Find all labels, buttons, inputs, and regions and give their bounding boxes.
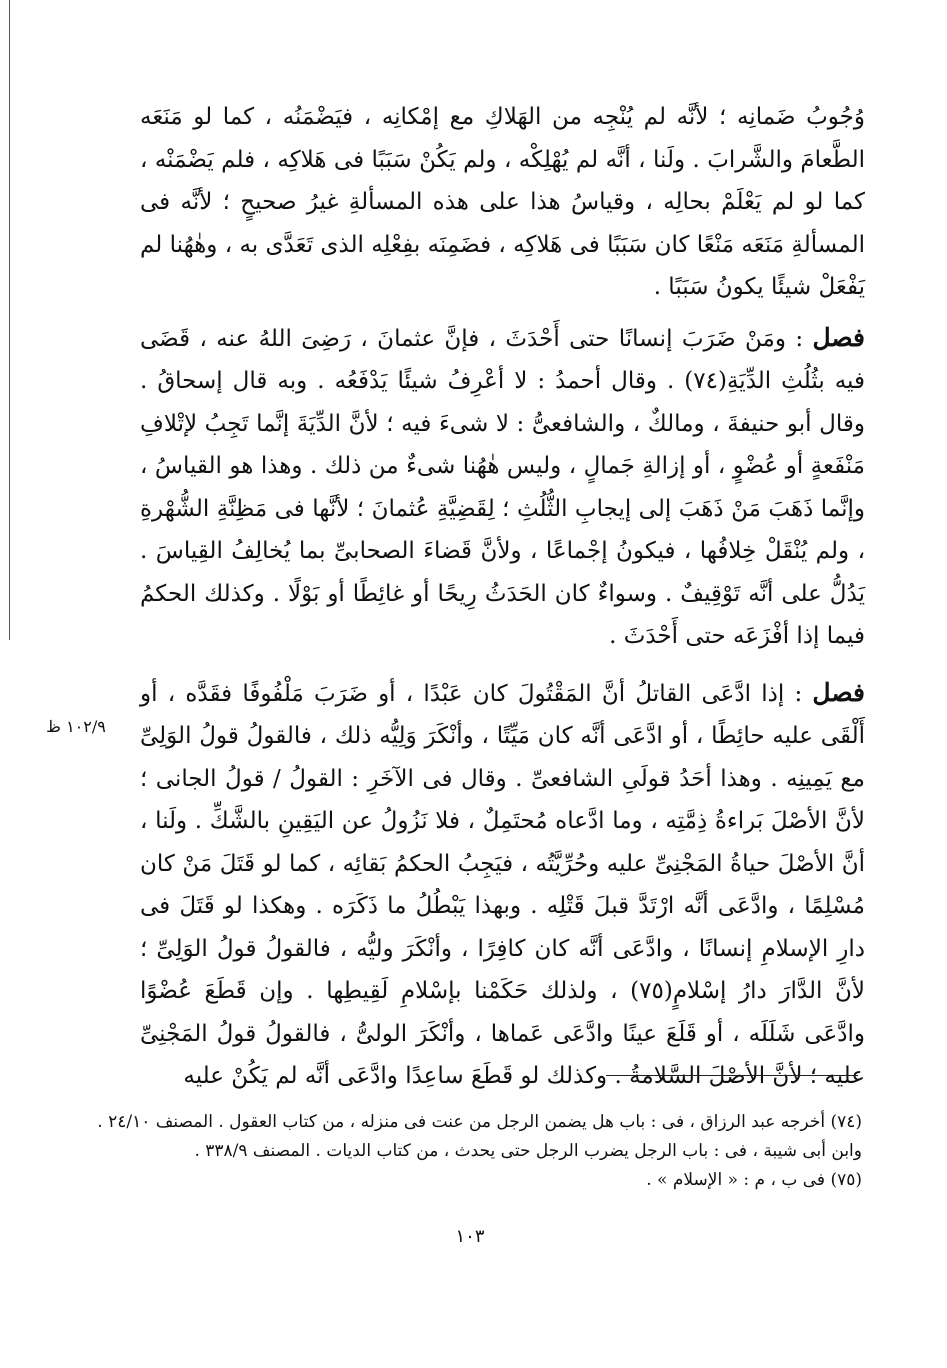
paragraph-3-text: : إذا ادَّعَى القاتلُ أنَّ المَقْتُولَ كان عَبْدًا ، أو ضَرَبَ مَلْفُوفًا فقَدَّه ، أو أَلْقَى عليه حائِطًا ، أو ادَّعَى أنَّه كان مَيِّتًا ، وأنْكَرَ وَلِيُّه ذلك ، فالقولُ قولُ الوَلِىِّ مع يَمِينِه . وهذا أحَدُ قولَىِ الشافعىِّ . وقال فى الآخَرِ : القولُ / قولُ الجانى ؛ لأنَّ الأصْلَ بَراءةُ ذِمَّتِه ، وما ادَّعاه مُحتَمِلٌ ، فلا نَزُولُ عن اليَقِينِ بالشَّكِّ . ولَنا ، أنَّ الأصْلَ حياةُ المَجْنِىِّ عليه وحُرِّيَّتُه ، فيَجِبُ الحكمُ بَقائِه ، كما لو قَتَلَ مَنْ كان مُسْلِمًا ، وادَّعَى أنَّه ارْتَدَّ قبلَ قَتْلِه . وبهذا يَبْطُلُ ما ذَكَرَه . وهكذا لو قَتَلَ فى دارِ الإسلامِ إنسانًا ، وادَّعَى أنَّه كان كافِرًا ، وأنْكَرَ وليُّه ، فالقولُ قولُ الوَلِىِّ ؛ لأنَّ الدَّارَ دارُ إسْلامٍ(٧٥) ، ولذلك حَكَمْنا بإسْلامِ لَقِيطِها . وإن قَطَعَ عُضْوًا وادَّعَى شَلَلَه ، أو قَلَعَ عينًا وادَّعَى عَماها ، وأنْكَرَ الولىُّ ، فالقولُ قولُ المَجْنِىِّ عليه ؛ لأنَّ الأصْلَ السَّلامةُ . وكذلك لو قَطَعَ ساعِدًا وادَّعَى أنَّه لم يَكُنْ عليه (140, 680, 866, 1089)
margin-folio-note: ١٠٢/٩ ظ (46, 717, 106, 736)
paragraph-2-text: : ومَنْ ضَرَبَ إنسانًا حتى أَحْدَثَ ، فإنَّ عثمانَ ، رَضِىَ اللهُ عنه ، قَضَى فيه بثُلُثِ الدِّيَةِ(٧٤) . وقال أحمدُ : لا أعْرِفُ شيئًا يَدْفَعُه . وبه قال إسحاقُ . وقال أبو حنيفةَ ، ومالكٌ ، والشافعىُّ : لا شىءَ فيه ؛ لأنَّ الدِّيَةَ إنَّما تَجِبُ لإتْلافِ مَنْفَعةٍ أو عُضْوٍ ، أو إزالةِ جَمالٍ ، وليس هٰهُنا شىءٌ من ذلك . وهذا هو القياسُ ، وإنَّما ذَهَبَ مَنْ ذَهَبَ إلى إيجابِ الثُّلُثِ ؛ لِقَضِيَّةِ عُثمانَ ؛ لأنَّها فى مَظِنَّةِ الشُّهْرةِ ، ولم يُنْقَلْ خِلافُها ، فيكونُ إجْماعًا ، ولأنَّ قَضاءَ الصحابىِّ بما يُخالِفُ القِياسَ . يَدُلُّ على أنَّه تَوْقِيفٌ . وسواءٌ كان الحَدَثُ رِيحًا أو غائِطًا أو بَوْلًا . وكذلك الحكمُ فيما إذا أفْزَعَه حتى أَحْدَثَ . (140, 325, 865, 649)
paragraph-1 (140, 96, 865, 309)
paragraph-1-text: وُجُوبُ ضَمانِه ؛ لأنَّه لم يُنْجِه من الهَلاكِ مع إمْكانِه ، فيَضْمَنُه ، كما لو مَنَعَه الطَّعامَ والشَّرابَ . ولَنا ، أنَّه لم يُهْلِكْه ، ولم يَكُنْ سَبَبًا فى هَلاكِه ، فلم يَضْمَنْه ، كما لو لم يَعْلَمْ بحالِه ، وقياسُ هذا على هذه المسألةِ غيرُ صحيحٍ ؛ لأنَّه فى المسألةِ مَنَعَه مَنْعًا كان سَبَبًا فى هَلاكِه ، فضَمِنَه بفِعْلِه الذى تَعَدَّى به ، وهٰهُنا لم يَفْعَلْ شيئًا يكونُ سَبَبًا . (140, 104, 865, 300)
main-text (140, 96, 865, 1098)
paragraph-3 (140, 672, 865, 1098)
section-heading-fasl-1: فصل (812, 322, 866, 352)
footnote-74: (٧٤) أخرجه عبد الرزاق ، فى : باب هل يضمن الرجل من عنت فى منزله ، من كتاب العقول . المصنف ٢٤/١٠ . (97, 1112, 862, 1132)
paragraph-2 (140, 317, 865, 658)
footnote-75: (٧٥) فى ب ، م : « الإسلام » . (646, 1170, 862, 1190)
page-number: ١٠٣ (455, 1226, 485, 1247)
section-heading-fasl-2: فصل (812, 677, 865, 707)
footnotes (97, 1108, 862, 1195)
footnote-74-continued: وابن أبى شيبة ، فى : باب الرجل يضرب الرجل حتى يحدث ، من كتاب الديات . المصنف ٣٣٨/٩ . (194, 1141, 862, 1161)
left-margin-rule (9, 0, 10, 640)
footnote-separator (606, 1075, 858, 1076)
